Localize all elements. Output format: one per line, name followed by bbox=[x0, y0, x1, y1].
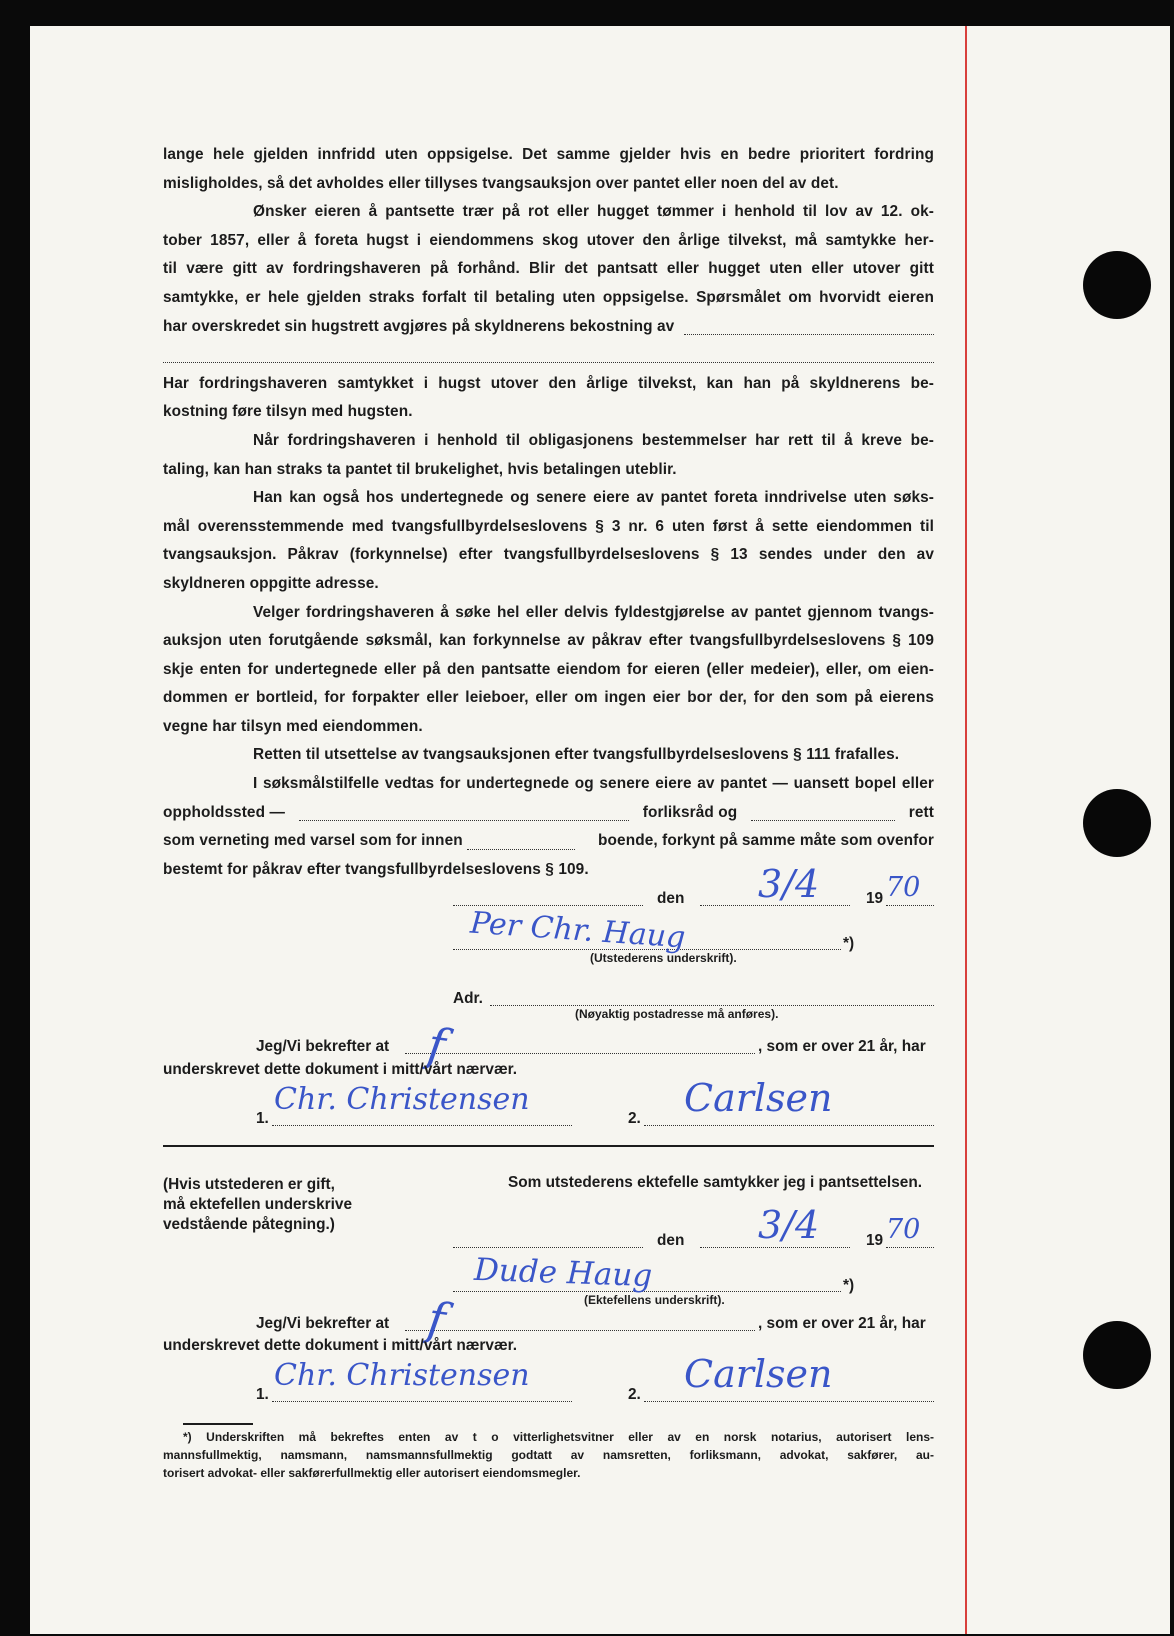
venue-label: boende, forkynt på samme måte som ovenfor bbox=[598, 832, 934, 850]
text-line: bestemt for påkrav efter tvangsfullbyrdelseslovens § 109. bbox=[163, 860, 589, 878]
year-prefix: 19 bbox=[866, 1232, 884, 1249]
text-line: skyldneren oppgitte adresse. bbox=[163, 574, 379, 592]
witness-1-signature: Chr. Christensen bbox=[274, 1082, 530, 1117]
text-line: tober 1857, eller å foreta hugst i eiendommens skog utover den årlige tilvekst, må samtykke her- bbox=[163, 231, 934, 249]
venue-line bbox=[163, 799, 934, 828]
spouse-note bbox=[163, 1175, 352, 1235]
witness-mark: f bbox=[424, 1291, 449, 1347]
venue-label: oppholdssted — bbox=[163, 803, 285, 821]
asterisk-mark: *) bbox=[843, 1277, 855, 1294]
den-label: den bbox=[657, 1232, 685, 1249]
handwritten-date: 3/4 bbox=[758, 1203, 820, 1247]
witness-intro: Jeg/Vi bekrefter at bbox=[256, 1315, 390, 1332]
text-line: mål overensstemmende med tvangsfullbyrdelseslovens § 3 nr. 6 uten først å sette eiendommen til bbox=[163, 517, 934, 535]
text-line: til være gitt av fordringshaveren på forhånd. Blir det pantsatt eller hugget uten eller utover gitt bbox=[163, 260, 934, 278]
blank-line bbox=[163, 341, 934, 370]
witness-2-label: 2. bbox=[628, 1386, 641, 1403]
witness-over21: , som er over 21 år, har bbox=[758, 1315, 926, 1332]
witness-1-label: 1. bbox=[256, 1110, 269, 1127]
witness-line2: underskrevet dette dokument i mitt/vårt nærvær. bbox=[163, 1061, 518, 1078]
text-line: vegne har tilsyn med eiendommen. bbox=[163, 717, 423, 735]
witness-mark: f bbox=[424, 1017, 449, 1073]
text-line: auksjon uten forutgående søksmål, kan forkynnelse av påkrav efter tvangsfullbyrdelseslovens § 109 bbox=[163, 632, 934, 650]
text-line: Ønsker eieren å pantsette trær på rot eller hugget tømmer i henhold til lov av 12. ok- bbox=[253, 203, 934, 221]
section-divider bbox=[163, 1145, 934, 1147]
body-text bbox=[163, 141, 934, 884]
text-line: lange hele gjelden innfridd uten oppsigelse. Det samme gjelder hvis en bedre prioritert fordring bbox=[163, 146, 934, 163]
witness-1-label: 1. bbox=[256, 1386, 269, 1403]
witness-1-dotted-line bbox=[272, 1125, 572, 1126]
venue-label: forliksråd og bbox=[642, 803, 738, 821]
witness-dotted-line bbox=[405, 1330, 755, 1331]
fill-in-dotted-line bbox=[684, 319, 934, 335]
text-line: samtykke, er hele gjelden straks forfalt til betaling uten oppsigelse. Spørsmålet om hvorvidt eieren bbox=[163, 288, 934, 306]
footnote-line: mannsfullmektig, namsmann, namsmannsfullmektig godtatt av namsretten, forliksmann, advokat, sakfører, au- bbox=[163, 1448, 934, 1462]
punch-hole bbox=[1083, 251, 1151, 319]
adr-label: Adr. bbox=[453, 990, 483, 1007]
footnote-rule bbox=[183, 1423, 253, 1425]
text-line-content: har overskredet sin hugstrett avgjøres på skyldnerens bekostning av bbox=[163, 317, 675, 335]
handwritten-date: 3/4 bbox=[758, 862, 820, 906]
text-line: dommen er bortleid, for forpakter eller leieboer, eller om ingen eier bor der, for den som på eierens bbox=[163, 689, 934, 707]
witness-2-dotted-line bbox=[644, 1125, 934, 1126]
venue-label: som verneting med varsel som for innen bbox=[163, 832, 463, 850]
witness-line2: underskrevet dette dokument i mitt/vårt nærvær. bbox=[163, 1337, 518, 1354]
text-line bbox=[163, 313, 934, 342]
text-line: Han kan også hos undertegnede og senere eiere av pantet foreta inndrivelse uten søks- bbox=[253, 489, 934, 507]
red-margin-line bbox=[965, 26, 967, 1634]
witness-2-signature: Carlsen bbox=[684, 1352, 833, 1396]
text-line: tvangsauksjon. Påkrav (forkynnelse) efter tvangsfullbyrdelseslovens § 13 sendes under den av bbox=[163, 546, 934, 564]
witness-over21: , som er over 21 år, har bbox=[758, 1038, 926, 1055]
year-prefix: 19 bbox=[866, 890, 884, 907]
spouse-caption: (Ektefellens underskrift). bbox=[584, 1293, 725, 1307]
fill-in-dotted-line bbox=[751, 805, 895, 821]
spouse-signature: Dude Haug bbox=[473, 1251, 653, 1295]
fill-in-dotted-line bbox=[163, 347, 934, 363]
text-line: skje enten for undertegnede eller på den pantsatte eiendom for eieren (eller medeier), eller, om eien- bbox=[163, 660, 934, 678]
witness-1-dotted-line bbox=[272, 1401, 572, 1402]
punch-hole bbox=[1083, 1321, 1151, 1389]
witness-dotted-line bbox=[405, 1053, 755, 1054]
handwritten-year: 70 bbox=[886, 872, 921, 903]
den-label: den bbox=[657, 890, 685, 907]
witness-2-signature: Carlsen bbox=[684, 1076, 833, 1120]
witness-1-signature: Chr. Christensen bbox=[274, 1358, 530, 1393]
footnote-line: *) Underskriften må bekreftes enten av t o vitterlighetsvitner eller av en norsk notarius, autorisert lens- bbox=[183, 1430, 934, 1444]
issuer-caption: (Utstederens underskrift). bbox=[590, 951, 737, 965]
witness-2-dotted-line bbox=[644, 1401, 934, 1402]
fill-in-dotted-line bbox=[467, 834, 575, 850]
text-line: Velger fordringshaveren å søke hel eller delvis fyldestgjørelse av pantet gjennom tvangs- bbox=[253, 603, 934, 621]
text-line: Når fordringshaveren i henhold til obligasjonens bestemmelser har rett til å kreve be- bbox=[253, 431, 934, 449]
address-caption: (Nøyaktig postadresse må anføres). bbox=[575, 1007, 779, 1021]
punch-hole bbox=[1083, 789, 1151, 857]
issuer-signature: Per Chr. Haug bbox=[469, 905, 687, 956]
text-line: kostning føre tilsyn med hugsten. bbox=[163, 403, 413, 421]
year-dotted-line bbox=[886, 905, 934, 906]
spouse-consent: Som utstederens ektefelle samtykker jeg i pantsettelsen. bbox=[508, 1174, 923, 1191]
text-line: Har fordringshaveren samtykket i hugst utover den årlige tilvekst, kan han på skyldnerens be- bbox=[163, 374, 934, 392]
venue-line bbox=[163, 827, 934, 856]
text-line: misligholdes, så det avholdes eller tillyses tvangsauksjon over pantet eller noen del av det. bbox=[163, 174, 839, 192]
handwritten-year: 70 bbox=[886, 1214, 921, 1245]
footnote-line: torisert advokat- eller sakførerfullmektig eller autorisert eiendomsmegler. bbox=[163, 1466, 581, 1480]
text-line: I søksmålstilfelle vedtas for undertegnede og senere eiere av pantet — uansett bopel eller bbox=[253, 775, 934, 793]
witness-2-label: 2. bbox=[628, 1110, 641, 1127]
address-dotted-line bbox=[490, 1005, 934, 1006]
venue-label: rett bbox=[908, 803, 934, 821]
date-dotted-line bbox=[700, 1247, 850, 1248]
asterisk-mark: *) bbox=[843, 935, 855, 952]
spouse-note-line: (Hvis utstederen er gift, bbox=[163, 1176, 335, 1193]
text-line: Retten til utsettelse av tvangsauksjonen efter tvangsfullbyrdelseslovens § 111 frafalles. bbox=[253, 746, 900, 764]
spouse-note-line: vedstående påtegning.) bbox=[163, 1216, 335, 1233]
fill-in-dotted-line bbox=[299, 805, 629, 821]
place-dotted-line bbox=[453, 1247, 643, 1248]
text-line: taling, kan han straks ta pantet til brukelighet, hvis betalingen uteblir. bbox=[163, 460, 677, 478]
year-dotted-line bbox=[886, 1247, 934, 1248]
witness-intro: Jeg/Vi bekrefter at bbox=[256, 1038, 390, 1055]
spouse-note-line: må ektefellen underskrive bbox=[163, 1196, 353, 1213]
